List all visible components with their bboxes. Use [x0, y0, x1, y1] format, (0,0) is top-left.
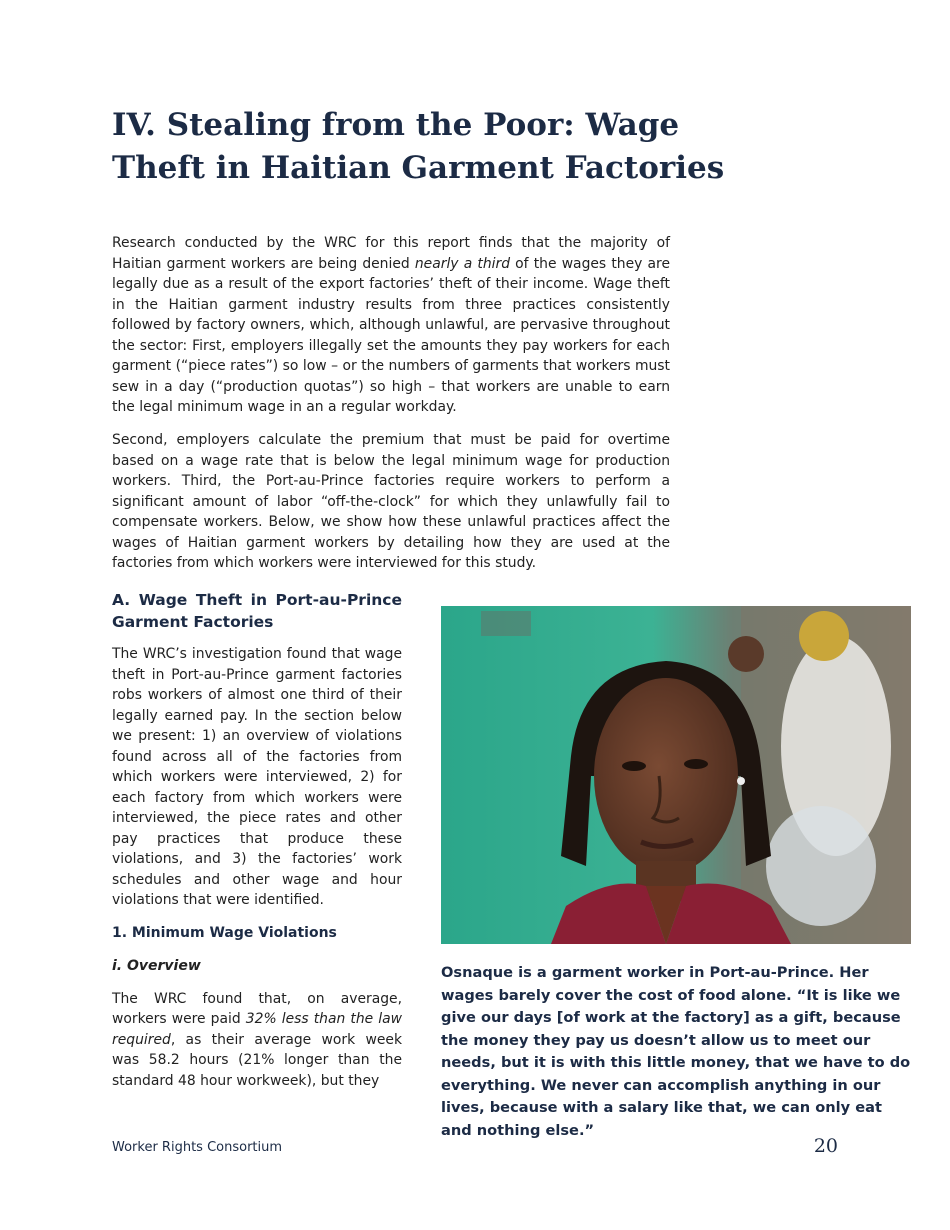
intro-paragraph-2: Second, employers calculate the premium that must be paid for overtime based on a wage rate that is below the legal minimum wage for production workers. Third, the Port-au-Prince factories require workers to perform a significant amount of labor “off-the-clock” for which they unlawfully fail to compensate workers. Below, we show how these unlawful practices affect the wages of Haitian garment workers by detailing how they are used at the factories from which workers were interviewed for this study.: [112, 432, 670, 571]
footer-organization: Worker Rights Consortium: [112, 1140, 283, 1155]
subsection-1-emphasis: 32% less than the law required: [112, 1011, 402, 1048]
photo-caption: Osnaque is a garment worker in Port-au-Prince. Her wages barely cover the cost of food alone. “It is like we give our days [of work at the factory] as a gift, because the money they pay us doesn’t allow us to meet our needs, but it is with this little money, that we have to do everything. We never can accomplish anything in our lives, because with a salary like that, we can only eat and nothing else.”: [441, 964, 911, 1139]
section-a-body: The WRC’s investigation found that wage theft in Port-au-Prince garment factories robs workers of almost one third of their legally earned pay. In the section below we present: 1) an overview of violations found across all of the factories from which workers were interviewed, 2) for each factory from which workers were interviewed, the piece rates and other pay practices that produce these violations, and 3) the factories’ work schedules and other wage and hour violations that were identified.: [112, 646, 402, 908]
intro-p1-text-b: of the wages they are legally due as a result of the export factories’ theft of their income. Wage theft in the Haitian garment industry results from three practices consistently followed by factory owners, which, although unlawful, are pervasive throughout the sector: First, employers illegally set the amounts they pay workers for each garment (“piece rates”) so low – or the numbers of garments that workers must sew in a day (“production quotas”) so high – that workers are unable to earn the legal minimum wage in an a regular workday.: [112, 255, 670, 415]
subsection-1-text-a: The WRC found that, on average, workers were paid: [112, 990, 402, 1027]
worker-photo: [441, 606, 911, 944]
subsection-1-body: [112, 989, 402, 1092]
section-a-heading: A. Wage Theft in Port-au-Prince Garment Factories: [112, 591, 402, 631]
subsection-1-text-b: , as their average work week was 58.2 hours (21% longer than the standard 48 hour workweek), but they: [112, 1031, 402, 1089]
intro-p1-emphasis: nearly a third: [414, 255, 511, 272]
worker-photo-illustration: [441, 606, 911, 944]
intro-p1-text-a: Research conducted by the WRC for this report finds that the majority of Haitian garment workers are being denied: [112, 235, 670, 272]
left-column: [112, 589, 402, 1091]
page-title: [112, 104, 752, 190]
page-title-line-2: Theft in Haitian Garment Factories: [112, 150, 725, 186]
page-title-line-1: IV. Stealing from the Poor: Wage: [112, 107, 680, 143]
subsection-overview-heading: i. Overview: [112, 957, 201, 974]
page-number: 20: [813, 1135, 838, 1157]
subsection-1-heading: 1. Minimum Wage Violations: [112, 924, 337, 941]
intro-paragraph-1: [112, 233, 670, 418]
